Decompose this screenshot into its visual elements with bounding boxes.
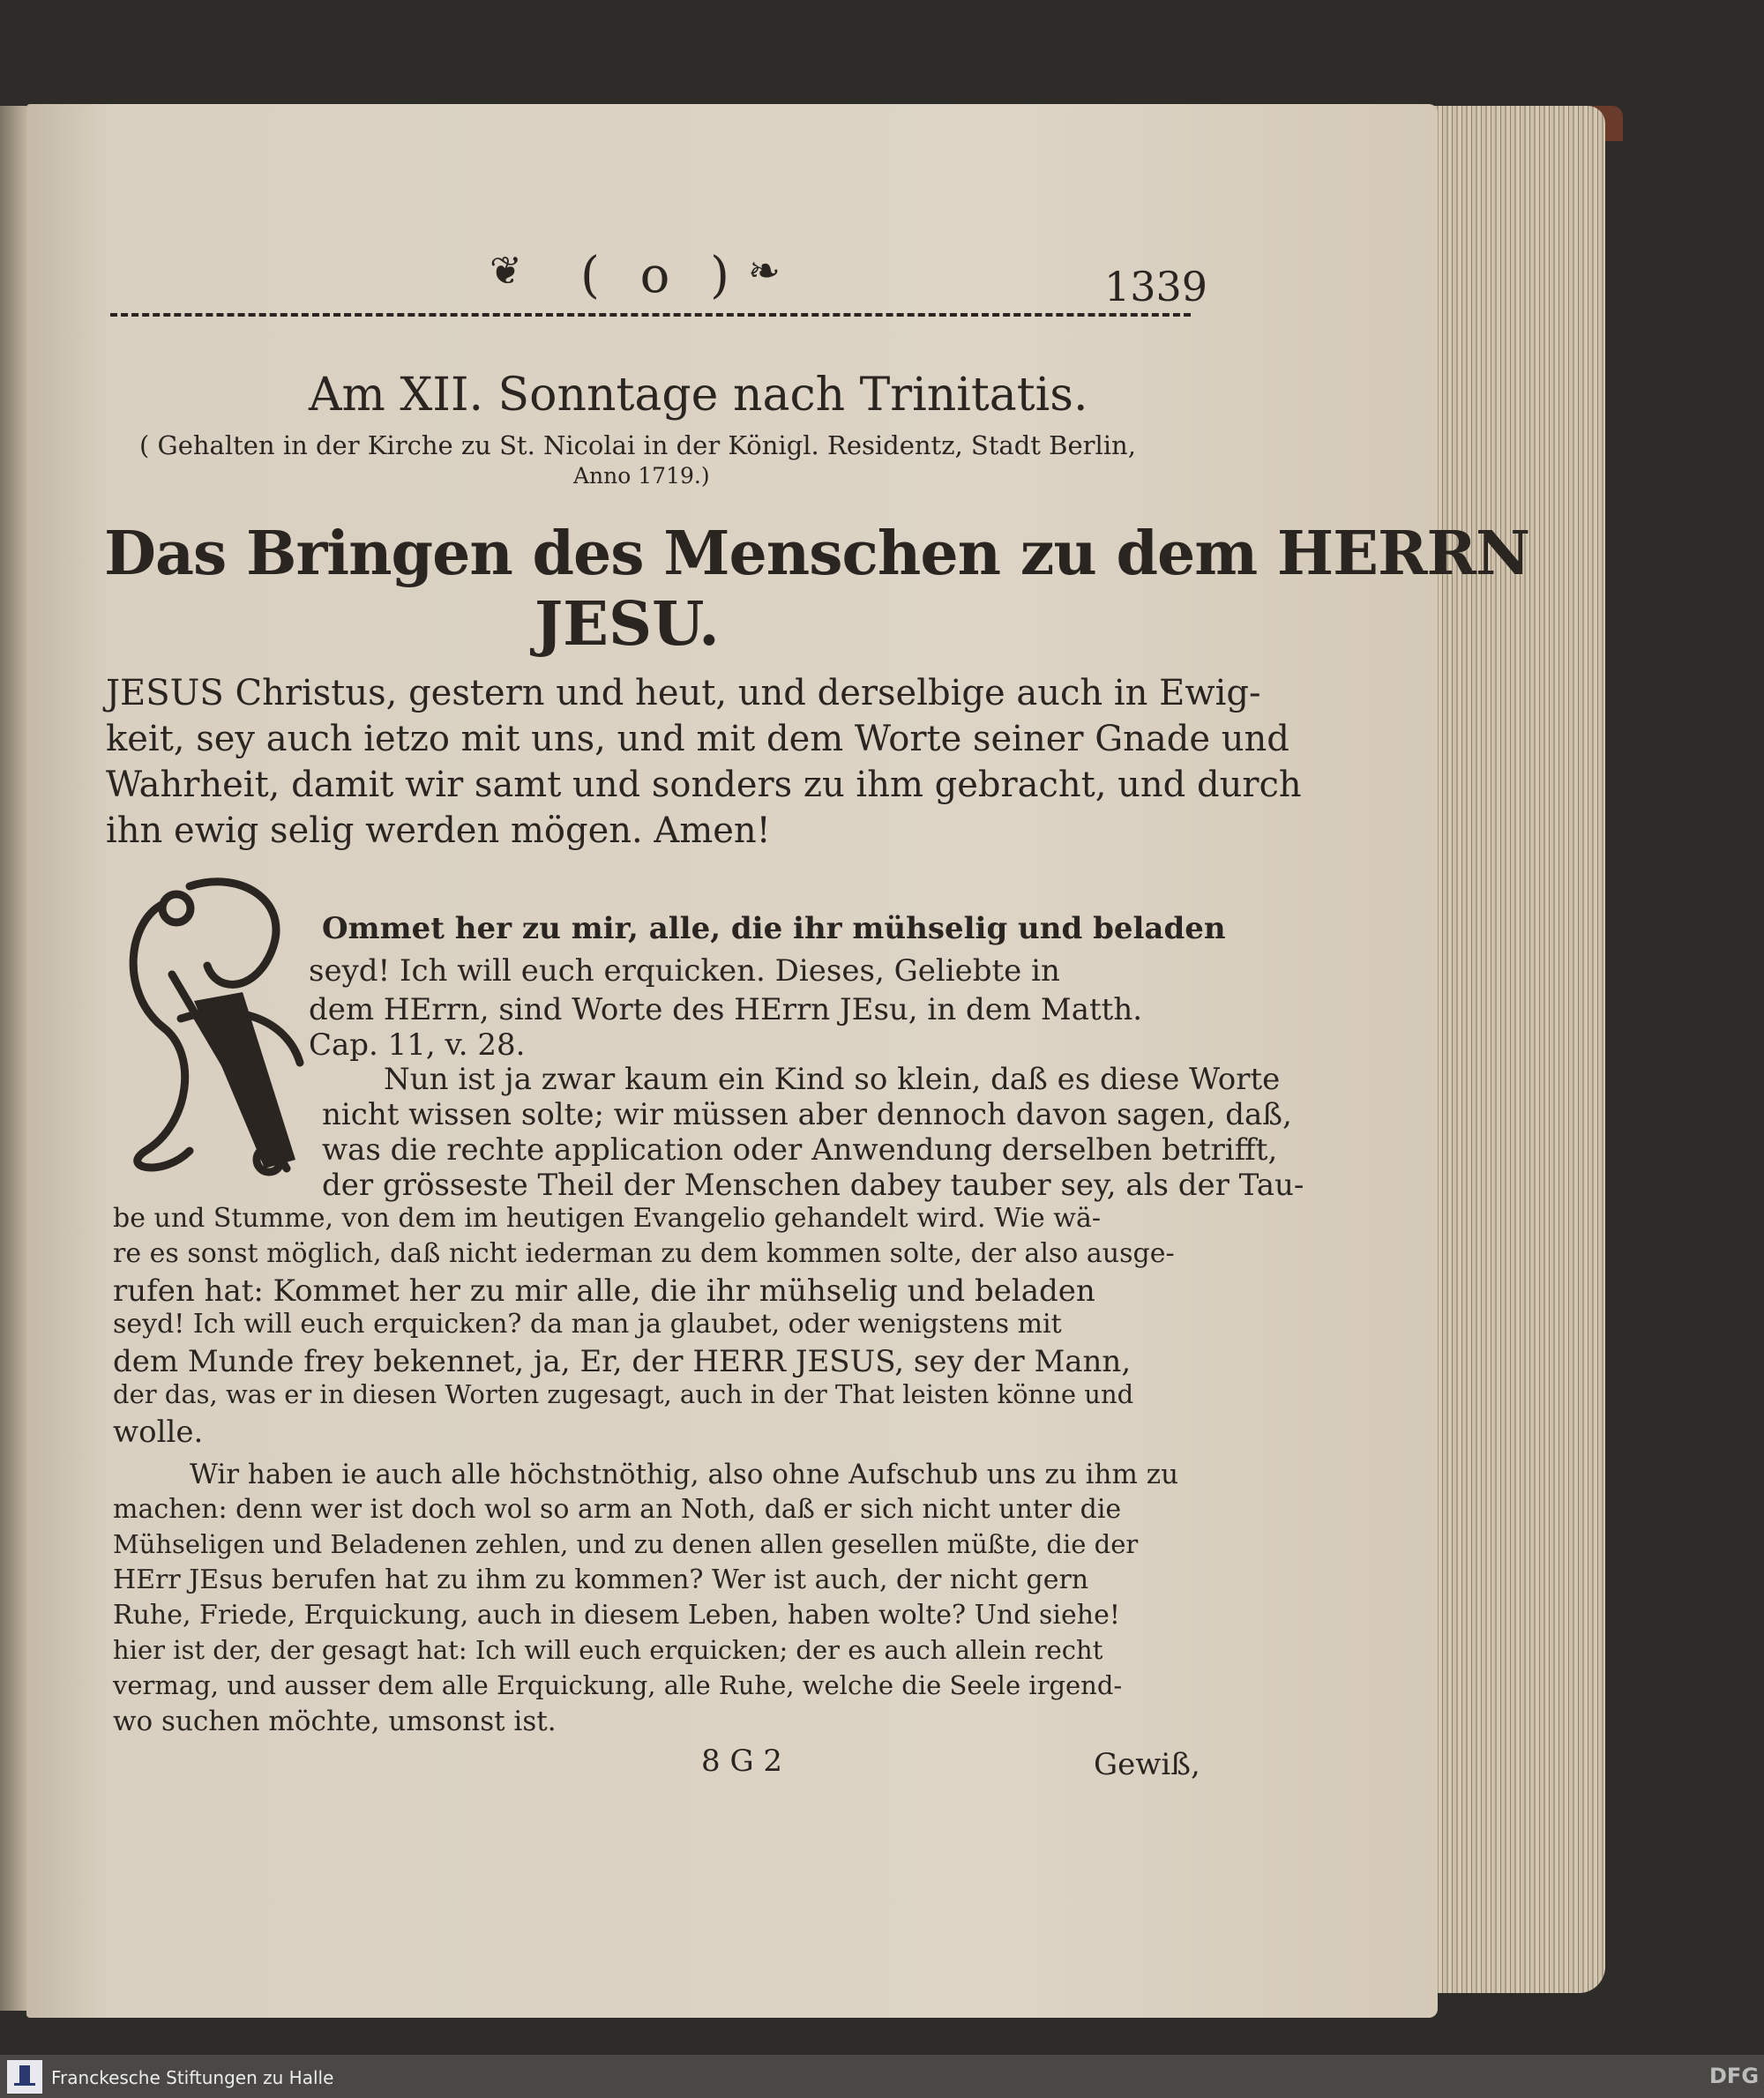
body-line: der grösseste Theil der Menschen dabey tauber sey, als der Tau- <box>322 1168 1304 1203</box>
header-ornament-right: ❧ <box>748 249 781 294</box>
section-note-line1: ( Gehalten in der Kirche zu St. Nicolai in der Königl. Residentz, Stadt Berlin, <box>139 430 1136 460</box>
body-line: Ruhe, Friede, Erquickung, auch in diesem Leben, haben wolte? Und siehe! <box>113 1600 1120 1631</box>
body-line: vermag, und ausser dem alle Erquickung, alle Ruhe, welche die Seele irgend- <box>113 1670 1123 1700</box>
prayer-line: Wahrheit, damit wir samt und sonders zu ihm gebracht, und durch <box>106 765 1302 805</box>
body-line: Mühseligen und Beladenen zehlen, und zu denen allen gesellen müßte, die der <box>113 1529 1139 1559</box>
prayer-line: keit, sey auch ietzo mit uns, und mit dem Worte seiner Gnade und <box>106 719 1289 759</box>
body-line: seyd! Ich will euch erquicken. Dieses, Geliebte in <box>309 953 1060 989</box>
page-edges <box>1433 106 1605 1993</box>
body-line: re es sonst möglich, daß nicht iederman zu dem kommen solte, der also ausge- <box>113 1238 1175 1269</box>
institution-logo <box>7 2060 42 2094</box>
dfg-logo: DFG <box>1709 2064 1760 2088</box>
institution-name: Franckesche Stiftungen zu Halle <box>51 2067 334 2088</box>
signature-mark: 8 G 2 <box>701 1743 783 1779</box>
body-line: was die rechte application oder Anwendung derselben betrifft, <box>322 1132 1278 1168</box>
body-line: der das, was er in diesen Worten zugesagt, auch in der That leisten könne und <box>113 1379 1134 1409</box>
body-line: HErr JEsus berufen hat zu ihm zu kommen? Wer ist auch, der nicht gern <box>113 1564 1089 1595</box>
body-line: hier ist der, der gesagt hat: Ich will euch erquicken; der es auch allein recht <box>113 1635 1103 1665</box>
header-rule <box>110 313 1191 317</box>
body-line: wolle. <box>113 1415 204 1450</box>
catchword: Gewiß, <box>1094 1747 1200 1782</box>
body-line: Cap. 11, v. 28. <box>309 1027 526 1063</box>
body-line: be und Stumme, von dem im heutigen Evangelio gehandelt wird. Wie wä- <box>113 1203 1101 1234</box>
left-page-edge <box>0 106 26 2011</box>
body-line: Ommet her zu mir, alle, die ihr mühselig und beladen <box>322 911 1226 946</box>
body-line: nicht wissen solte; wir müssen aber dennoch davon sagen, daß, <box>322 1097 1292 1132</box>
page-marker: ( o ) <box>580 247 743 304</box>
body-line: rufen hat: Kommet her zu mir alle, die ihr mühselig und beladen <box>113 1273 1095 1309</box>
body-line: dem Munde frey bekennet, ja, Er, der HERR JESUS, sey der Mann, <box>113 1344 1132 1379</box>
sermon-title-line1: Das Bringen des Menschen zu dem HERRN <box>104 519 1530 589</box>
sermon-title-line2: JESU. <box>534 589 720 660</box>
section-note-line2: Anno 1719.) <box>573 463 710 489</box>
body-line: Nun ist ja zwar kaum ein Kind so klein, daß es diese Worte <box>384 1062 1281 1097</box>
section-title: Am XII. Sonntage nach Trinitatis. <box>309 369 1088 422</box>
header-ornament-left: ❦ <box>490 249 522 294</box>
body-line: seyd! Ich will euch erquicken? da man ja glaubet, oder wenigstens mit <box>113 1309 1062 1340</box>
prayer-line: ihn ewig selig werden mögen. Amen! <box>106 810 771 851</box>
page-number: 1339 <box>1104 263 1208 310</box>
body-line: Wir haben ie auch alle höchstnöthig, also ohne Aufschub uns zu ihm zu <box>190 1459 1179 1490</box>
body-line: dem HErrn, sind Worte des HErrn JEsu, in dem Matth. <box>309 992 1143 1027</box>
body-line: machen: denn wer ist doch wol so arm an Noth, daß er sich nicht unter die <box>113 1494 1122 1525</box>
prayer-line: JESUS Christus, gestern und heut, und derselbige auch in Ewig- <box>106 673 1261 713</box>
body-line: wo suchen möchte, umsonst ist. <box>113 1706 557 1737</box>
drop-cap-k <box>110 869 322 1186</box>
